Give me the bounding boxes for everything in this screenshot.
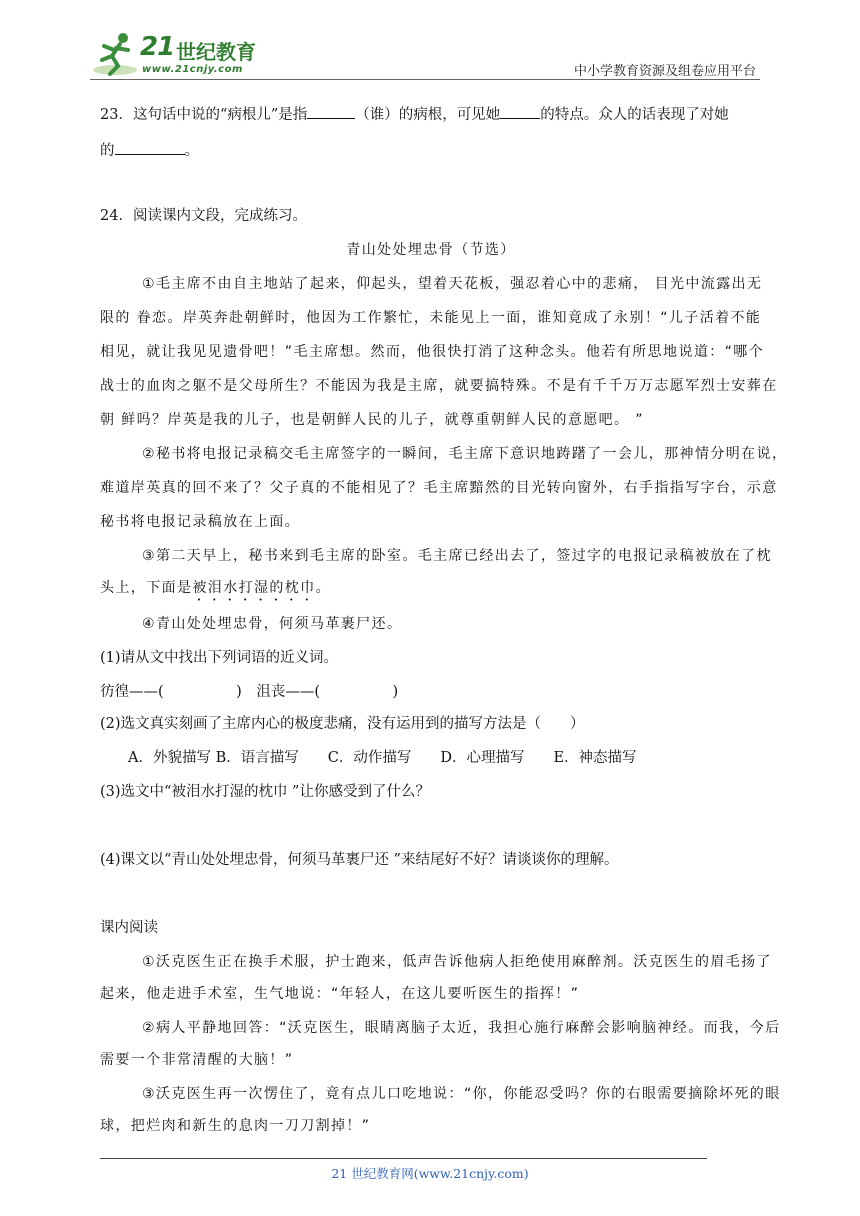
footer-divider: [100, 1158, 707, 1159]
passage-p1-line-3: 相见，就让我见见遗骨吧！”毛主席想。然而，他很快打消了这种念头。他若有所思地说道：“哪个: [100, 344, 765, 360]
page-header: [90, 30, 760, 80]
logo-url: www.21cnjy.com: [142, 64, 243, 75]
reading-p2-line-1: ②病人平静地回答：“沃克医生，眼睛离脑子太近，我担心施行麻醉会影响脑神经。而我，今后: [142, 1020, 781, 1036]
header-divider: [90, 79, 760, 80]
passage-p2-line-1: ②秘书将电报记录稿交毛主席签字的一瞬间，毛主席下意识地踌躇了一会儿，那神情分明在说，: [142, 446, 788, 462]
q24-intro: 24．阅读课内文段，完成练习。: [100, 208, 307, 224]
passage-p4: ④青山处处埋忠骨，何须马革裹尸还。: [142, 616, 403, 632]
q23-text-e: 。: [184, 143, 199, 159]
footer-link[interactable]: 21 世纪教育网(www.21cnjy.com): [331, 1166, 529, 1181]
emphasized-phrase: 被泪水打湿的枕巾: [192, 580, 316, 596]
passage-p3-end: 。: [315, 580, 332, 596]
q23-text-a: 23．这句话中说的“病根儿”是指: [100, 107, 308, 123]
q23-blank-3[interactable]: [115, 140, 185, 155]
site-logo[interactable]: [90, 30, 260, 78]
passage-title: 青山处处埋忠骨（节选）: [346, 242, 516, 258]
sub-question-3: (3)选文中“被泪水打湿的枕巾 ”让你感受到了什么？: [100, 784, 430, 800]
q23-text-c: 的特点。众人的话表现了对她: [540, 107, 729, 123]
passage-p1-line-2: 限的 眷恋。岸英奔赴朝鲜时，他因为工作繁忙，未能见上一面，谁知竟成了永别！“儿子活着不能: [100, 310, 762, 326]
q23-blank-2[interactable]: [500, 104, 540, 119]
logo-number: 21: [140, 32, 175, 62]
sub-question-2-options: A．外貌描写 B．语言描写 C．动作描写 D．心理描写 E．神态描写: [128, 750, 637, 766]
q23-line-2: [100, 140, 762, 161]
reading-heading: 课内阅读: [100, 920, 158, 936]
reading-p3-line-2: 球，把烂肉和新生的息肉一刀刀割掉！”: [100, 1118, 371, 1134]
passage-p2-line-3: 秘书将电报记录稿放在上面。: [100, 514, 301, 530]
passage-p1-line-4: 战士的血肉之躯不是父母所生？不能因为我是主席，就要搞特殊。不是有千千万万志愿军烈士安葬在: [100, 378, 778, 394]
q23-text-b: （谁）的病根，可见她: [355, 107, 501, 123]
passage-p1-line-1: ①毛主席不由自主地站了起来，仰起头，望着天花板，强忍着心中的悲痛， 目光中流露出无: [142, 276, 763, 292]
passage-p1-line-5: 朝 鲜吗？岸英是我的儿子，也是朝鲜人民的儿子，就尊重朝鲜人民的意愿吧。 ”: [100, 412, 644, 428]
passage-p3-text: 头上，下面是: [100, 580, 193, 596]
reading-p3-line-1: ③沃克医生再一次愣住了，竟有点儿口吃地说：“你，你能忍受吗？你的右眼需要摘除坏死的眼: [142, 1086, 781, 1102]
sub-question-1-items: 彷徨——( ) 沮丧——( ): [100, 684, 399, 700]
reading-p1-line-1: ①沃克医生正在换手术服，护士跑来，低声告诉他病人拒绝使用麻醉剂。沃克医生的眉毛扬了: [142, 954, 772, 970]
reading-p2-line-2: 需要一个非常清醒的大脑！”: [100, 1052, 294, 1068]
logo-brand-text: 世纪教育: [176, 40, 256, 64]
sub-question-2: (2)选文真实刻画了主席内心的极度悲痛，没有运用到的描写方法是（ ）: [100, 716, 585, 732]
runner-icon: [90, 30, 140, 78]
q23-text-d: 的: [100, 143, 115, 159]
passage-p2-line-2: 难道岸英真的回不来了？父子真的不能相见了？毛主席黯然的目光转向窗外，右手指指写字台，示意: [100, 480, 778, 496]
sub-question-4: (4)课文以“青山处处埋忠骨，何须马革裹尸还 ”来结尾好不好？请谈谈你的理解。: [100, 852, 619, 868]
passage-p3-line-1: ③第二天早上，秘书来到毛主席的卧室。毛主席已经出去了，签过字的电报记录稿被放在了枕: [142, 548, 772, 564]
sub-question-1: (1)请从文中找出下列词语的近义词。: [100, 650, 339, 666]
q23-blank-1[interactable]: [307, 104, 355, 119]
platform-title: 中小学教育资源及组卷应用平台: [573, 64, 756, 79]
q23-line-1: [100, 104, 762, 125]
passage-p3-line-2: [100, 578, 762, 604]
reading-p1-line-2: 起来，他走进手术室，生气地说：“年轻人，在这儿要听医生的指挥！”: [100, 986, 580, 1002]
